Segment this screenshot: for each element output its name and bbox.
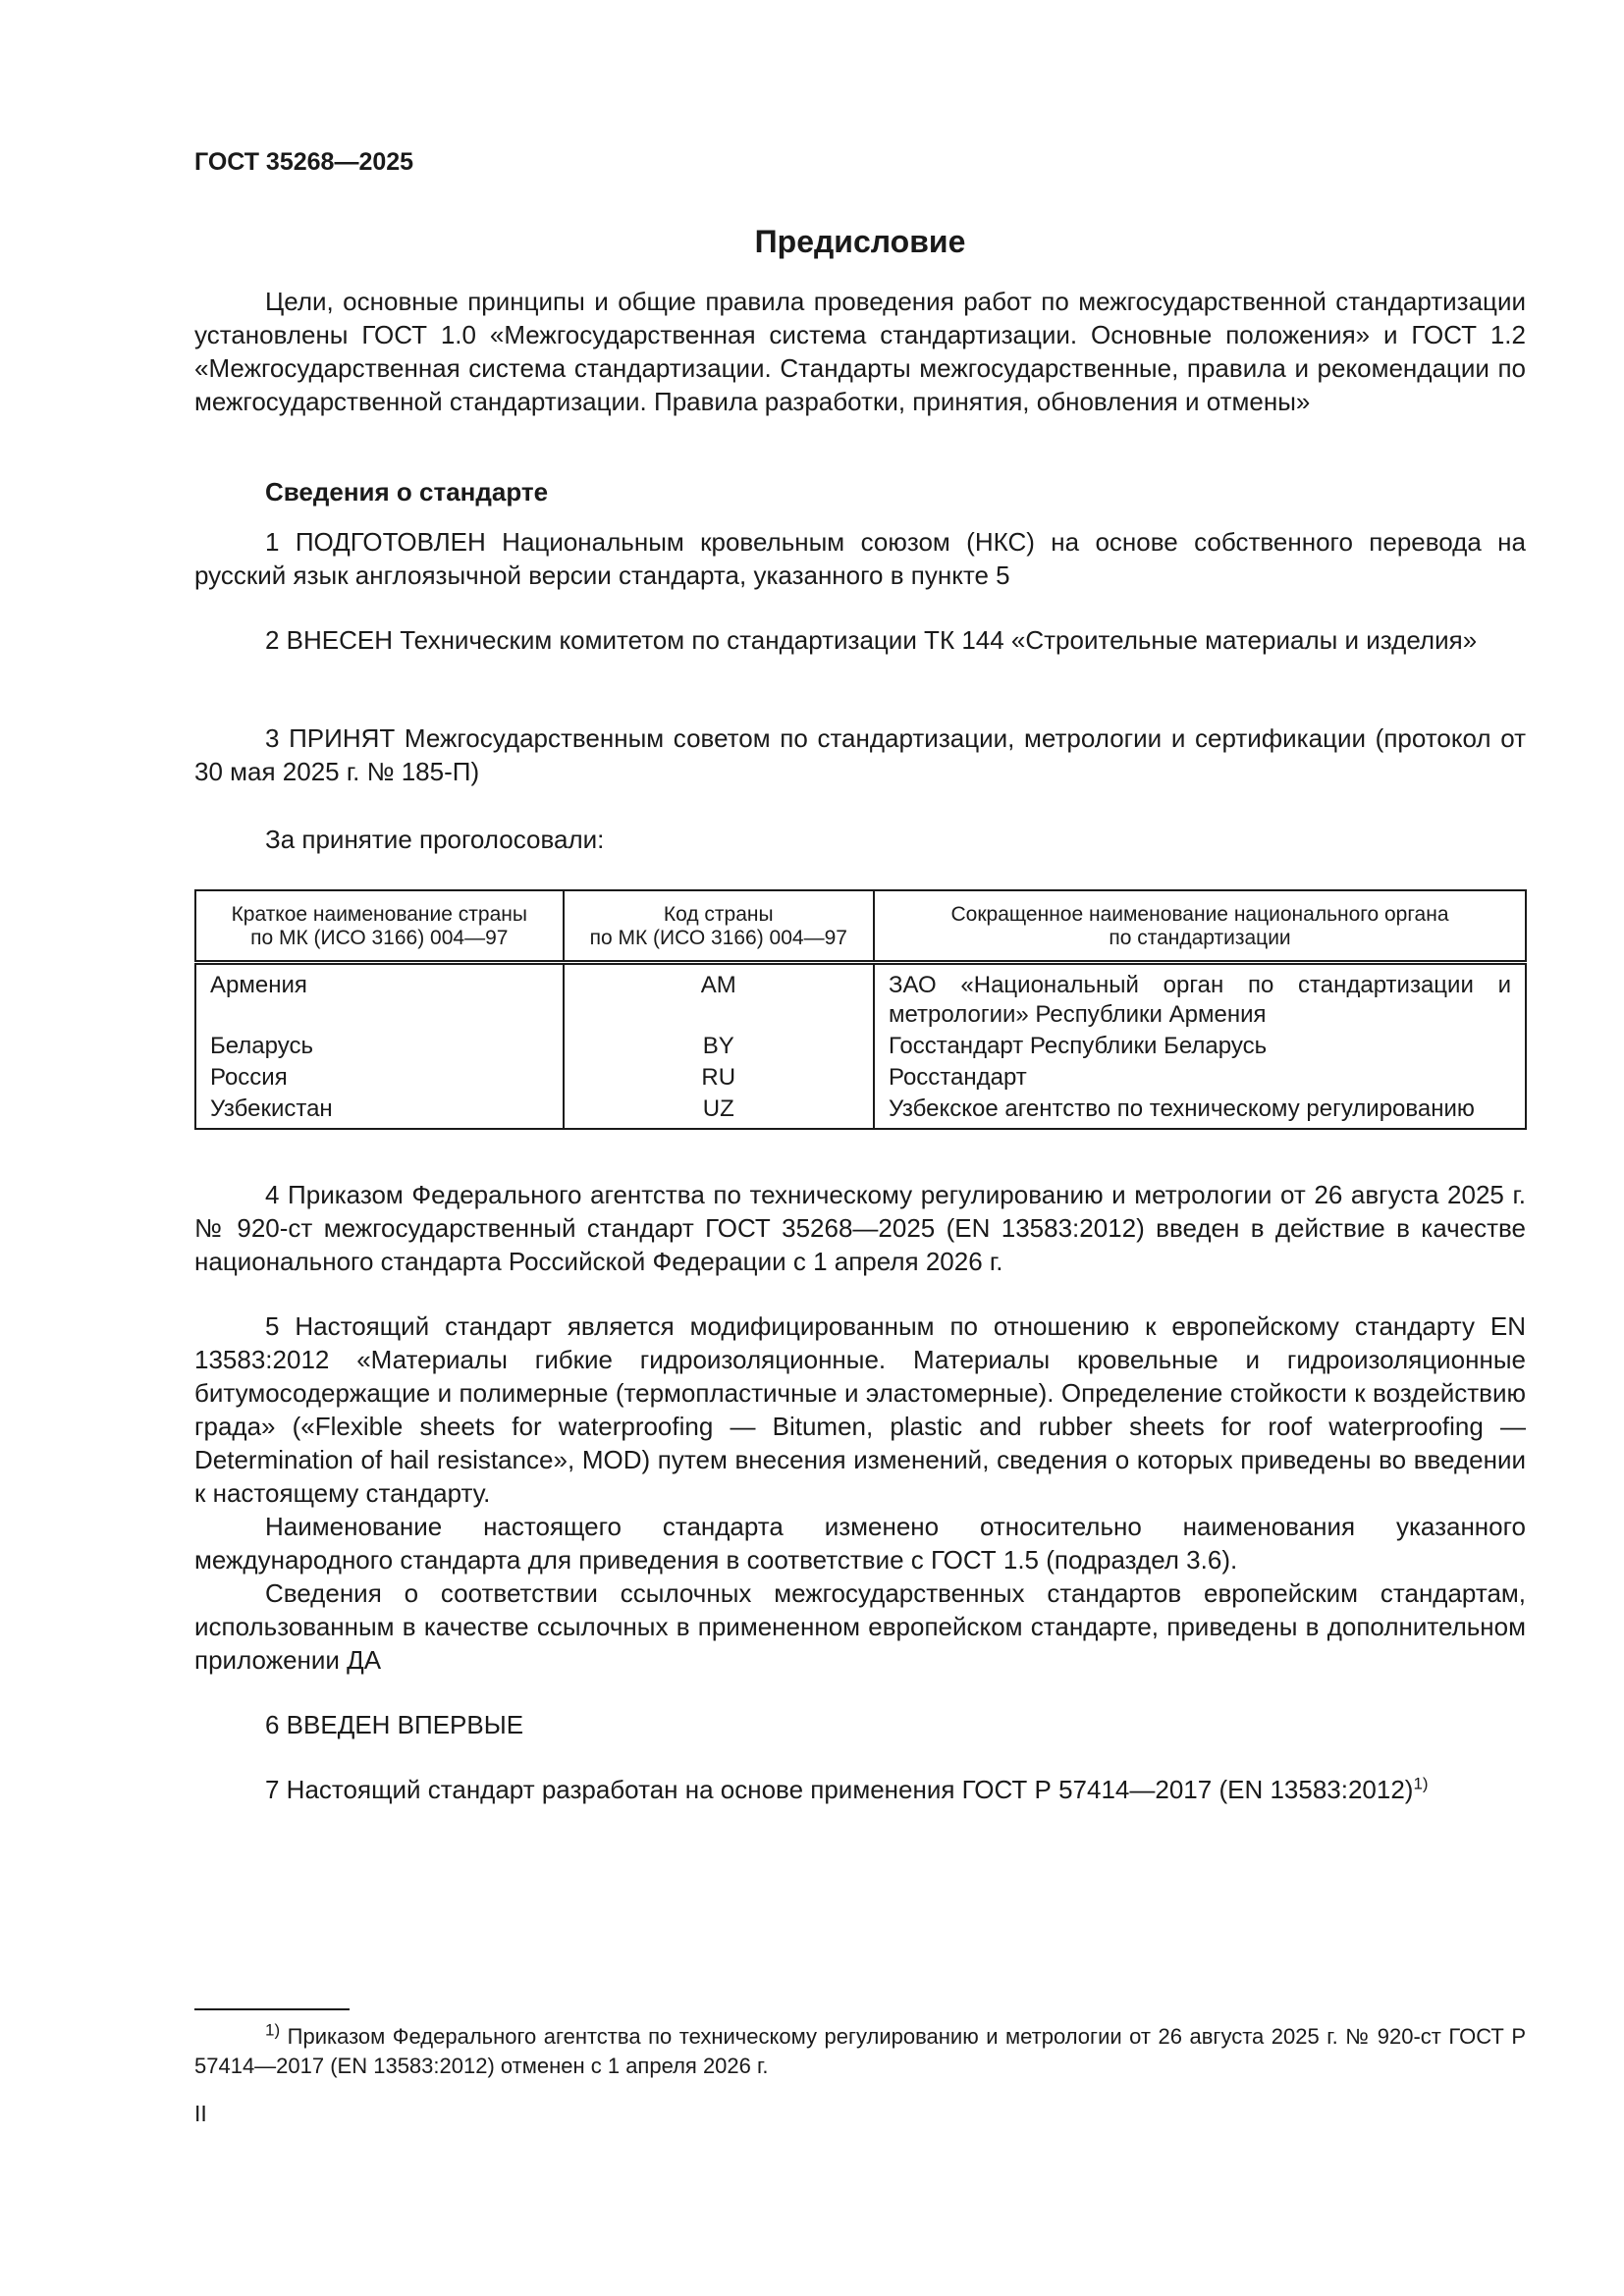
item-7: [265, 1775, 1429, 1805]
item-6: 6 ВВЕДЕН ВПЕРВЫЕ: [265, 1710, 524, 1739]
intro-paragraph: [194, 285, 1526, 418]
intro-text: Цели, основные принципы и общие правила проведения работ по межгосударственной стандартизации установлены ГОСТ 1.0 «Межгосударственная система стандартизации. Основные положения» и ГОСТ 1.2 «Межгосударственная система стандартизации. Стандарты межгосударственные, правила и рекомендации по межгосударственной стандартизации. Правила разработки, принятия, обновления и отмены»: [194, 287, 1526, 416]
voted-label: За принятие проголосовали:: [265, 825, 605, 854]
cell-country: Армения: [195, 963, 564, 1032]
cell-org: ЗАО «Национальный орган по стандартизации и метрологии» Республики Армения: [874, 963, 1526, 1032]
cell-org: Узбекское агентство по техническому регулированию: [874, 1094, 1526, 1129]
item-5-text-1: 5 Настоящий стандарт является модифицированным по отношению к европейскому стандарту EN 13583:2012 «Материалы гибкие гидроизоляционные. Материалы кровельные и гидроизоляционные битумосодержащие и полимерные (термопластичные и эластомерные). Определение стойкости к воздействию града» («Flexible sheets for waterproofing — Bitumen, plastic and rubber sheets for roof waterproofing — Determination of hail resistance», MOD) путем внесения изменений, сведения о которых приведены во введении к настоящему стандарту.: [194, 1311, 1526, 1508]
item-2: [194, 623, 1526, 657]
item-5-text-2: Наименование настоящего стандарта изменено относительно наименования указанного международного стандарта для приведения в соответствие с ГОСТ 1.5 (подраздел 3.6).: [194, 1512, 1526, 1575]
table-row: [195, 1094, 1526, 1129]
table-row: [195, 1062, 1526, 1094]
cell-org: Госстандарт Республики Беларусь: [874, 1031, 1526, 1062]
item-5: [194, 1309, 1526, 1677]
item-7-text: 7 Настоящий стандарт разработан на основе применения ГОСТ Р 57414—2017 (EN 13583:2012): [265, 1775, 1414, 1804]
footnote-ref[interactable]: 1): [1413, 1774, 1429, 1793]
footnote-divider: [194, 2008, 350, 2010]
table-row: [195, 1031, 1526, 1062]
cell-code: UZ: [564, 1094, 874, 1129]
section-title: Предисловие: [754, 224, 966, 259]
cell-country: Россия: [195, 1062, 564, 1094]
cell-code: RU: [564, 1062, 874, 1094]
cell-org: Росстандарт: [874, 1062, 1526, 1094]
cell-country: Беларусь: [195, 1031, 564, 1062]
item-1: [194, 525, 1526, 592]
cell-code: BY: [564, 1031, 874, 1062]
page-number: II: [194, 2101, 207, 2126]
item-3-text: 3 ПРИНЯТ Межгосударственным советом по стандартизации, метрологии и сертификации (протокол от 30 мая 2025 г. № 185-П): [194, 723, 1526, 786]
item-1-text: 1 ПОДГОТОВЛЕН Национальным кровельным союзом (НКС) на основе собственного перевода на русский язык англоязычной версии стандарта, указанного в пункте 5: [194, 527, 1526, 590]
footnote-marker: 1): [265, 2020, 281, 2040]
table-header-row: [195, 890, 1526, 963]
item-4: [194, 1178, 1526, 1278]
item-3: [194, 721, 1526, 788]
item-4-text: 4 Приказом Федерального агентства по техническому регулированию и метрологии от 26 августа 2025 г. № 920-ст межгосударственный стандарт ГОСТ 35268—2025 (EN 13583:2012) введен в действие в качестве национального стандарта Российской Федерации с 1 апреля 2026 г.: [194, 1180, 1526, 1276]
cell-code: AM: [564, 963, 874, 1032]
document-header: ГОСТ 35268—2025: [194, 148, 414, 176]
item-2-text: 2 ВНЕСЕН Техническим комитетом по стандартизации ТК 144 «Строительные материалы и изделия»: [265, 625, 1478, 655]
table-row: [195, 963, 1526, 1032]
item-5-text-3: Сведения о соответствии ссылочных межгосударственных стандартов европейским стандартам, использованным в качестве ссылочных в примененном европейском стандарте, приведены в дополнительном приложении ДА: [194, 1578, 1526, 1675]
header-code: Код страны по МК (ИСО 3166) 004—97: [564, 890, 874, 963]
cell-country: Узбекистан: [195, 1094, 564, 1129]
voting-countries-table: [194, 889, 1527, 1130]
footnote-text: Приказом Федерального агентства по техническому регулированию и метрологии от 26 августа 2025 г. № 920-ст ГОСТ Р 57414—2017 (EN 13583:2012) отменен с 1 апреля 2026 г.: [194, 2024, 1526, 2078]
footnote: [194, 2022, 1526, 2081]
header-country: Краткое наименование страны по МК (ИСО 3166) 004—97: [195, 890, 564, 963]
standard-info-heading: Сведения о стандарте: [265, 477, 549, 507]
header-org: Сокращенное наименование национального органа по стандартизации: [874, 890, 1526, 963]
